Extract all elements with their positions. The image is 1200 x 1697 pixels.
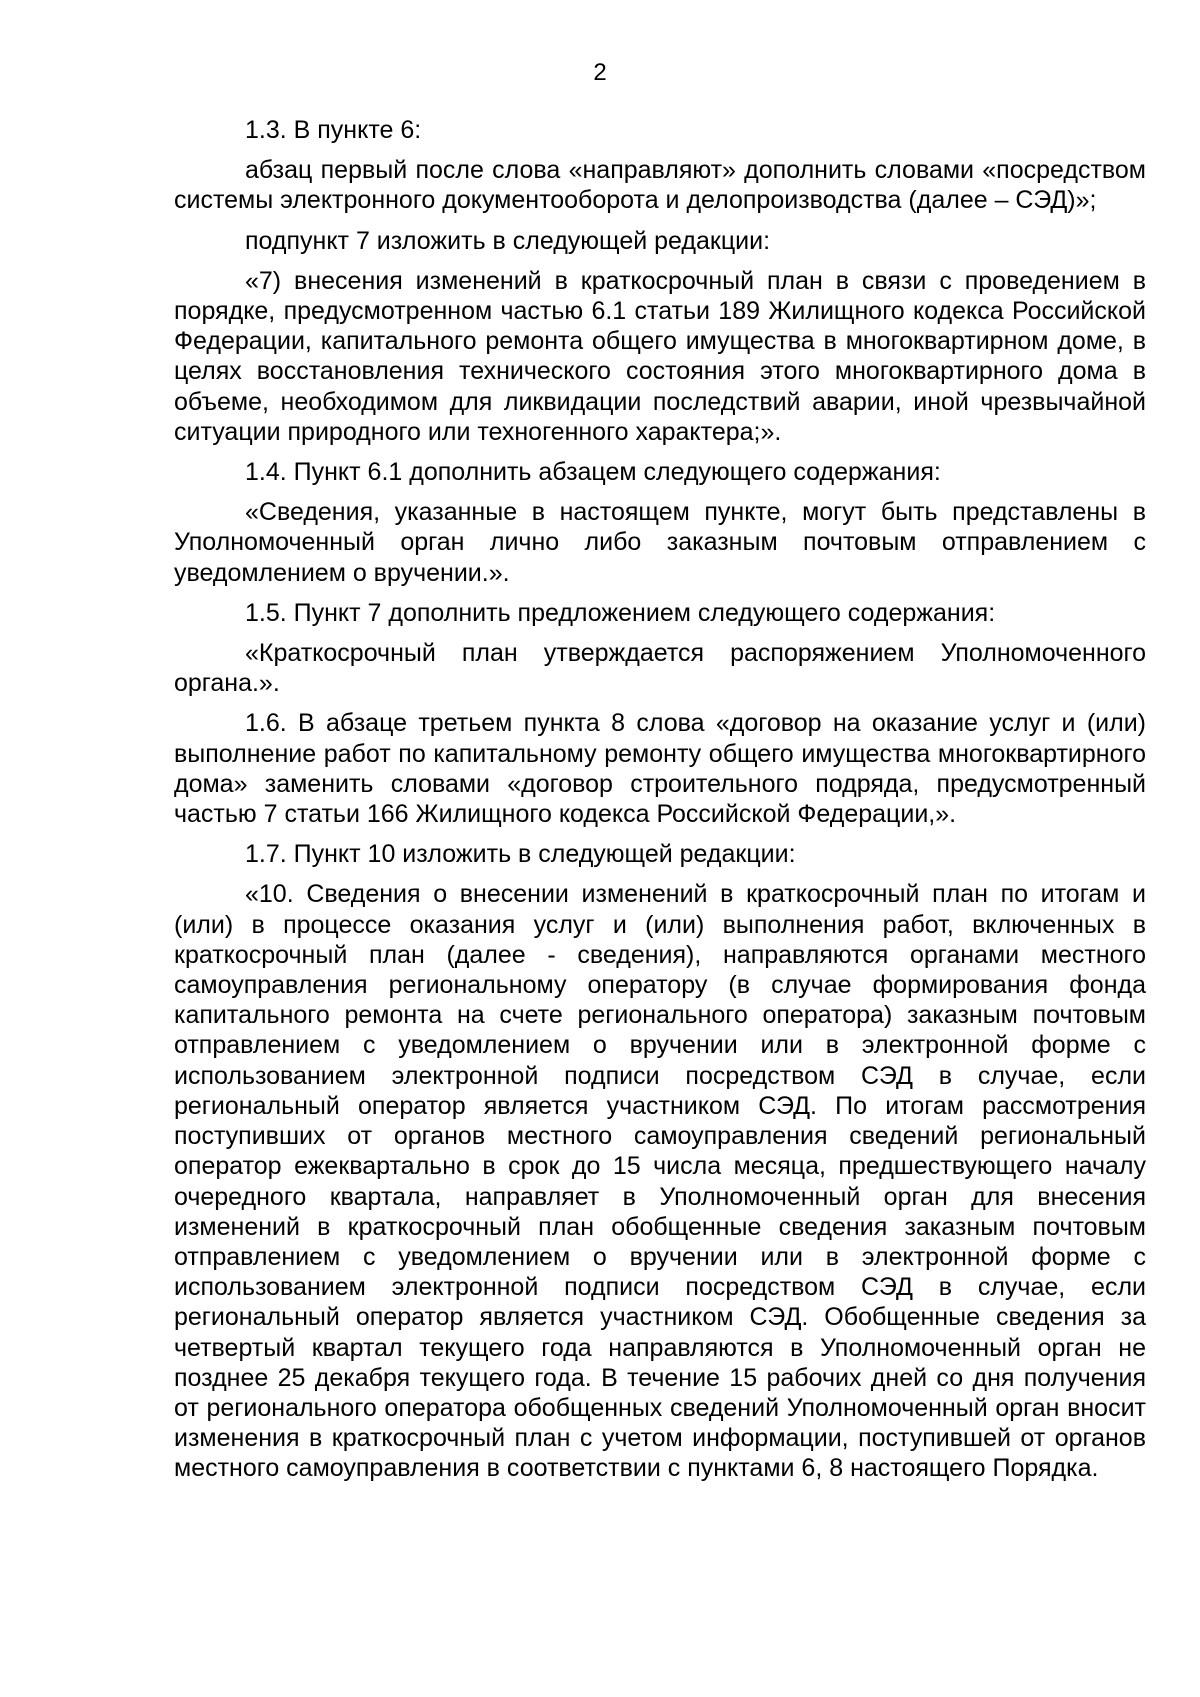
paragraph-1-3-abzac: абзац первый после слова «направляют» дополнить словами «посредством системы электронного документооборота и делопроизводства (далее – СЭД)»; — [174, 156, 1146, 215]
document-body — [174, 115, 1146, 1494]
paragraph-1-5-heading: 1.5. Пункт 7 дополнить предложением следующего содержания: — [245, 598, 996, 627]
paragraph-1-3-heading: 1.3. В пункте 6: — [245, 116, 422, 144]
paragraph-1-7-heading: 1.7. Пункт 10 изложить в следующей редакции: — [245, 840, 796, 869]
paragraph-1-4-quote: «Сведения, указанные в настоящем пункте, могут быть представлены в Уполномоченный орган лично либо заказным почтовым отправлением с уведомлением о вручении.». — [174, 498, 1146, 587]
paragraph-1-3-quote: «7) внесения изменений в краткосрочный план в связи с проведением в порядке, предусмотренном частью 6.1 статьи 189 Жилищного кодекса Российской Федерации, капитального ремонта общего имущества в многоквартирном доме, в целях восстановления технического состояния этого многоквартирного дома в объеме, необходимом для ликвидации последствий аварии, иной чрезвычайной ситуации природного или техногенного характера;». — [174, 266, 1146, 446]
paragraph-1-4-heading: 1.4. Пункт 6.1 дополнить абзацем следующего содержания: — [245, 458, 941, 487]
paragraph-1-6: 1.6. В абзаце третьем пункта 8 слова «договор на оказание услуг и (или) выполнение работ по капитальному ремонту общего имущества многоквартирного дома» заменить словами «договор строительного подряда, предусмотренный частью 7 статьи 166 Жилищного кодекса Российской Федерации,». — [174, 709, 1146, 829]
page-number: 2 — [593, 59, 607, 86]
paragraph-1-3-subpoint: подпункт 7 изложить в следующей редакции: — [245, 226, 771, 255]
paragraph-1-7-quote: «10. Сведения о внесении изменений в краткосрочный план по итогам и (или) в процессе оказания услуг и (или) выполнения работ, включенных в краткосрочный план (далее - сведения), направляются органами местного самоуправления региональному оператору (в случае формирования фонда капитального ремонта на счете регионального оператора) заказным почтовым отправлением с уведомлением о вручении или в электронной форме с использованием электронной подписи посредством СЭД в случае, если региональный оператор является участником СЭД. По итогам рассмотрения поступивших от органов местного самоуправления сведений региональный оператор ежеквартально в срок до 15 числа месяца, предшествующего началу очередного квартала, направляет в Уполномоченный орган для внесения изменений в краткосрочный план обобщенные сведения заказным почтовым отправлением с уведомлением о вручении или в электронной форме с использованием электронной подписи посредством СЭД в случае, если региональный оператор является участником СЭД. Обобщенные сведения за четвертый квартал текущего года направляются в Уполномоченный орган не позднее 25 декабря текущего года. В течение 15 рабочих дней со дня получения от регионального оператора обобщенных сведений Уполномоченный орган вносит изменения в краткосрочный план с учетом информации, поступившей от органов местного самоуправления в соответствии с пунктами 6, 8 настоящего Порядка. — [174, 880, 1146, 1483]
paragraph-1-5-quote: «Краткосрочный план утверждается распоряжением Уполномоченного органа.». — [174, 639, 1146, 698]
